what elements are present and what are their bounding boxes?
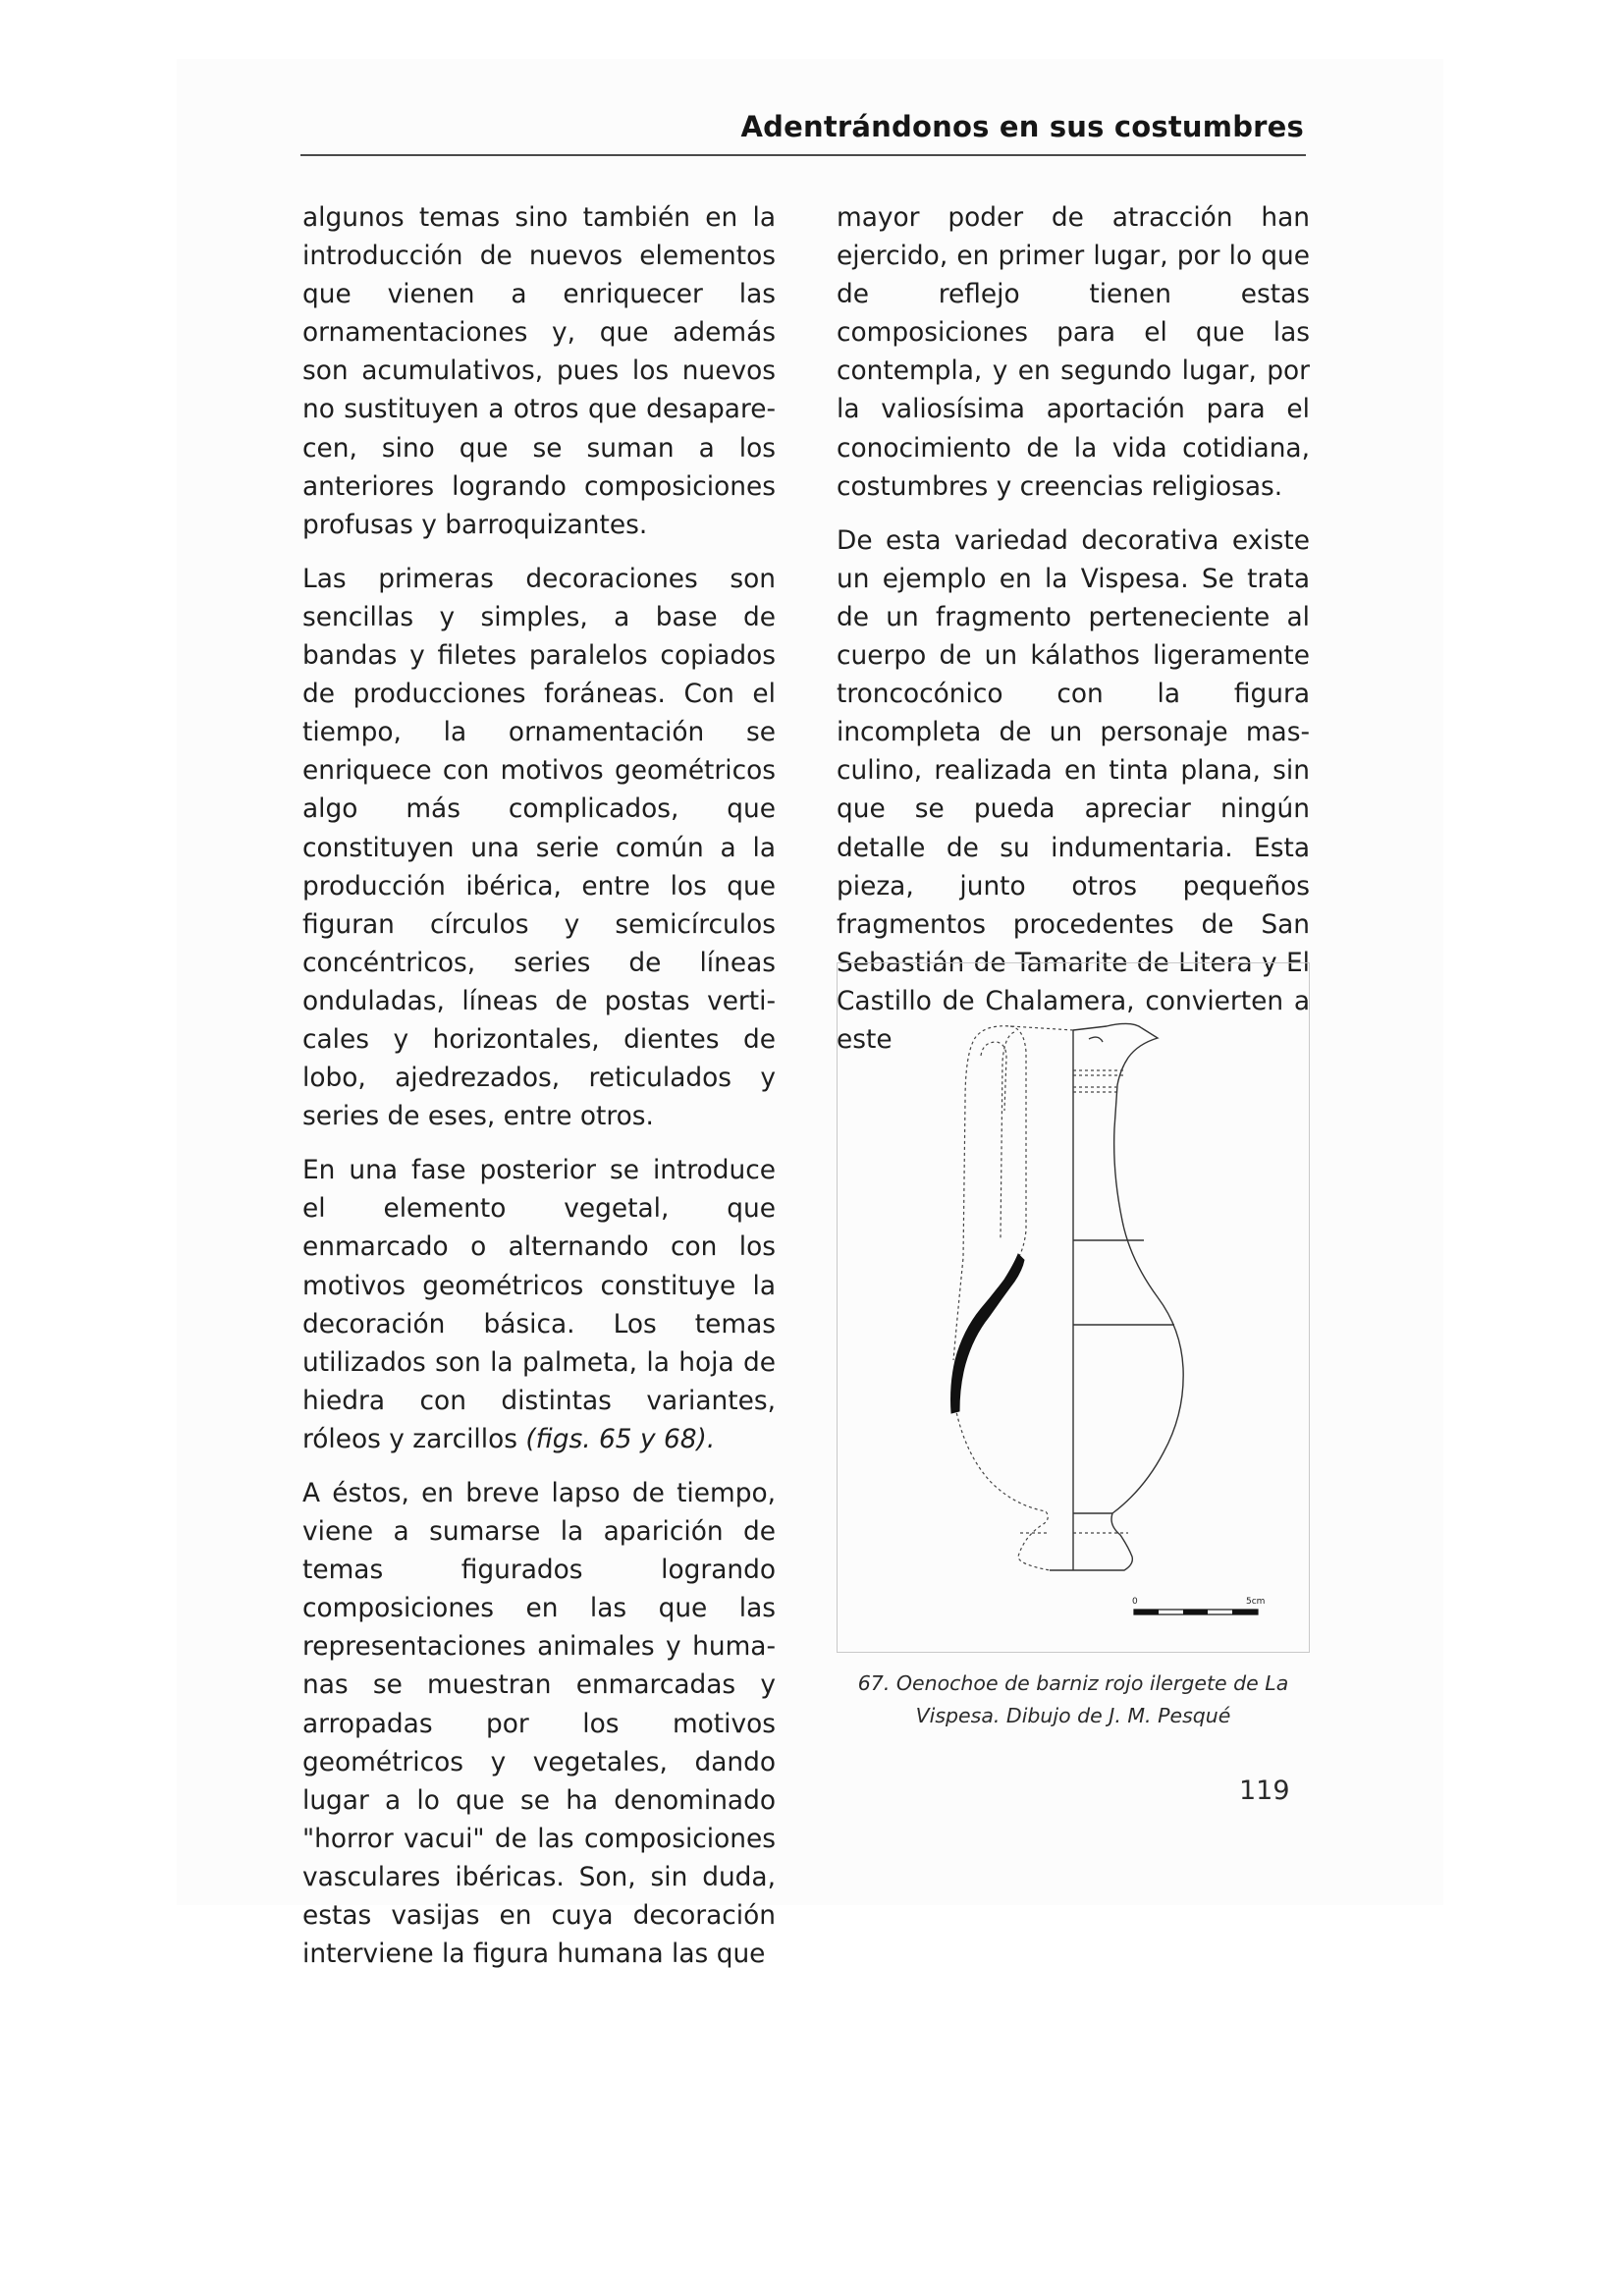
scale-label-start: 0: [1132, 1597, 1138, 1607]
preserved-fragment: [951, 1254, 1025, 1413]
spout-detail: [1089, 1037, 1103, 1042]
header-rule: [300, 154, 1306, 156]
paragraph: algunos temas sino también en la introducción de nuevos elementos que vienen a enriquecer las ornamentaciones y, que además son acumulativos, pues los nuevos no sustituyen a otros que desaparecen, sino que se suman a los anteriores logrando composiciones profusas y barroquizantes.: [302, 202, 776, 540]
left-column: [302, 198, 776, 1973]
page-number: 119: [1239, 1776, 1290, 1806]
scale-bar-segment: [1232, 1610, 1258, 1614]
running-title: Adentrándonos en sus costumbres: [740, 110, 1304, 143]
scale-bar-segment: [1134, 1610, 1159, 1614]
figure-frame: [837, 962, 1310, 1653]
oenochoe-drawing: [838, 963, 1311, 1654]
figure-caption: [837, 1667, 1310, 1732]
scale-bar-segment: [1183, 1610, 1208, 1614]
paragraph: Las primeras decoraciones son sencillas y simples, a base de bandas y filetes paralelos copiados de producciones foráneas. Con el tiempo, la ornamentación se enriquece con motivos geométricos algo más complicados, que constituyen una serie común a la producción ibérica, entre los que figuran círculos y semicírculos concéntricos, series de líneas onduladas, líneas de postas verticales y horizontales, dientes de lobo, ajedrezados, reticulados y series de eses, entre otros.: [302, 563, 776, 1132]
vessel-profile-right: [1073, 1023, 1183, 1570]
figure-reference: (figs. 65 y 68).: [525, 1423, 716, 1454]
vessel-foot-left: [955, 1407, 1050, 1570]
right-column: [837, 198, 1310, 1059]
paragraph: [302, 1151, 776, 1458]
paragraph: A éstos, en breve lapso de tiempo, viene a sumarse la aparición de temas figurados logrando composiciones en las que las representaciones animales y humanas se muestran enmarcadas y arropadas por los motivos geométricos y vegetales, dando lugar a lo que se ha denominado "horror vacui" de las composiciones vasculares ibéricas. Son, sin duda, estas vasijas en cuya decoración interviene la figura humana las que: [302, 1478, 776, 1970]
caption-line: 67. Oenochoe de barniz rojo ilergete de La: [857, 1671, 1289, 1695]
caption-line: Vispesa. Dibujo de J. M. Pesqué: [915, 1704, 1231, 1727]
paragraph: De esta variedad decorativa existe un ejemplo en la Vispesa. Se trata de un fragmento perteneciente al cuerpo de un kálathos ligeramente troncocónico con la figura incompleta de un personaje masculino, realizada en tinta plana, sin que se pueda apreciar ningún detalle de su indumentaria. Esta pieza, junto otros pequeños fragmentos procedentes de San Sebastián de Tamarite de Litera y El Castillo de Chalamera, convierten a este: [837, 524, 1310, 1055]
vessel-profile-left: [953, 1026, 1073, 1360]
scale-label-end: 5cm: [1246, 1597, 1266, 1607]
handle-outer: [1010, 1026, 1026, 1258]
paragraph: mayor poder de atracción han ejercido, en primer lugar, por lo que de reflejo tienen estas composiciones para el que las contempla, y en segundo lugar, por la valiosísima aportación para el conocimiento de la vida cotidiana, costumbres y creencias religiosas.: [837, 202, 1310, 502]
paragraph-text: En una fase posterior se introduce el elemento vegetal, que enmarcado o alternando con los motivos geométricos constituye la decoración básica. Los temas utilizados son la palmeta, la hoja de hiedra con distintas variantes, róleos y zarcillos: [302, 1155, 776, 1454]
handle-inner: [1001, 1032, 1014, 1238]
scale-bar: [1132, 1597, 1265, 1614]
